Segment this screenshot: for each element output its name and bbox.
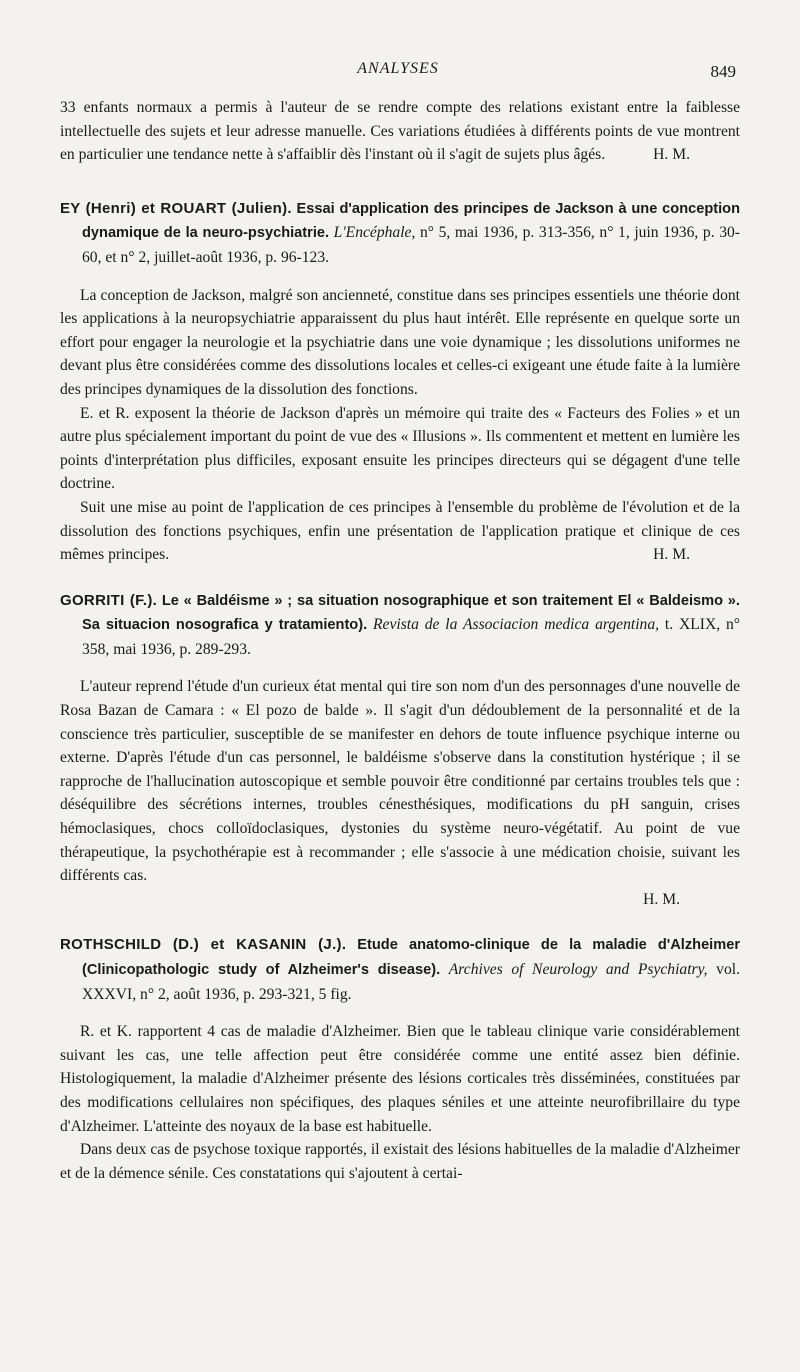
entry-abstract	[60, 284, 740, 567]
entry-abstract	[60, 675, 740, 911]
bibliographic-reference	[60, 933, 740, 1006]
review-entry	[60, 589, 740, 912]
entry-journal: L'Encéphale,	[333, 224, 416, 242]
review-entry	[60, 933, 740, 1185]
entry-source-details: vol. XXXVI, n° 2, août 1936, p. 293-321, 5 fig.	[82, 961, 740, 1003]
entry-source-details: t. XLIX, n° 358, mai 1936, p. 289-293.	[82, 616, 741, 658]
intro-text: 33 enfants normaux a permis à l'auteur de se rendre compte des relations existant entre la faiblesse intellectuelle des sujets et leur adresse manuelle. Ces variations étudiées à différents points de vue montrent en particulier une tendance nette à s'affaiblir dès l'instant où il s'agit de sujets plus âgés.	[60, 99, 740, 164]
bibliographic-reference	[60, 197, 740, 270]
running-title: ANALYSES	[357, 60, 439, 77]
entry-authors: GORRITI (F.).	[60, 591, 158, 609]
entry-title: Essai d'application des principes de Jackson à une conception dynamique de la neuro-psychiatrie.	[82, 200, 740, 242]
bibliographic-reference	[60, 589, 740, 662]
abstract-paragraph: Suit une mise au point de l'application de ces principes à l'ensemble du problème de l'évolution et de la dissolution des fonctions psychiques, enfin une présentation de l'application pratique et clinique de ces mêmes principes. H. M.	[60, 496, 740, 567]
intro-paragraph	[60, 96, 740, 167]
entry-signature: H. M.	[643, 890, 680, 908]
entry-source-details: n° 5, mai 1936, p. 313-356, n° 1, juin 1936, p. 30-60, et n° 2, juillet-août 1936, p. 96-123.	[82, 224, 740, 266]
entry-signature: H. M.	[653, 546, 690, 564]
entry-journal: Archives of Neurology and Psychiatry,	[448, 961, 708, 978]
page-number: 849	[710, 62, 736, 81]
abstract-paragraph: La conception de Jackson, malgré son ancienneté, constitue dans ses principes essentiels une théorie dont les applications à la neuropsychiatrie apparaissent du plus haut intérêt. Elle représente en quelque sorte un effort pour engager la neurologie et la psychiatrie dans une voie dynamique ; les dissolutions uniformes ne devant plus être considérées comme des dissolutions locales et celles-ci exigeant une étude faite à la lumière des principes dynamiques de la dissolution des fonctions.	[60, 286, 740, 398]
entry-title: Etude anatomo-clinique de la maladie d'Alzheimer (Clinicopathologic study of Alzheimer's disease).	[82, 937, 741, 978]
abstract-paragraph: L'auteur reprend l'étude d'un curieux état mental qui tire son nom d'un des personnages d'une nouvelle de Rosa Bazan de Camara : « El pozo de balde ». Il s'agit d'un dédoublement de la personnalité et de la conscience très particulier, susceptible de se manifester en dehors de toute influence psychique interne ou externe. D'après l'étude d'un cas personnel, le baldéisme s'observe dans la constitution hystérique ; il se rapproche de l'hallucination autoscopique et semble pouvoir être conditionné par certains troubles tels que : déséquilibre des sécrétions internes, troubles cénesthésiques, modifications du pH sanguin, crises hémoclasiques, chocs colloïdoclasiques, dystonies du système neuro-végétatif. Au point de vue thérapeutique, la psychothérapie est à recommander ; elle s'associe à une médication choisie, suivant les différents cas.	[60, 678, 740, 885]
intro-signature: H. M.	[653, 146, 690, 164]
entry-abstract	[60, 1020, 740, 1185]
entry-journal: Revista de la Associacion medica argentina,	[373, 616, 660, 634]
entry-authors: EY (Henri) et ROUART (Julien).	[60, 199, 292, 217]
abstract-paragraph: Dans deux cas de psychose toxique rapportés, il existait des lésions habituelles de la maladie d'Alzheimer et de la démence sénile. Ces constatations qui s'ajoutent à certai-	[60, 1141, 740, 1182]
abstract-paragraph: E. et R. exposent la théorie de Jackson d'après un mémoire qui traite des « Facteurs des Folies » et un autre plus spécialement important du point de vue des « Illusions ». Ils commentent et mettent en lumière les points d'interprétation plus difficiles, exposant ensuite les principes directeurs qui se dégagent d'une telle doctrine.	[60, 404, 740, 493]
review-entry	[60, 197, 740, 567]
page-header	[60, 60, 736, 84]
entry-title: Le « Baldéisme » ; sa situation nosographique et son traitement El « Baldeismo ». Sa situacion nosografica y tratamiento).	[82, 592, 740, 634]
entry-authors: ROTHSCHILD (D.) et KASANIN (J.).	[60, 936, 347, 954]
page-body	[60, 96, 740, 1185]
abstract-paragraph: R. et K. rapportent 4 cas de maladie d'Alzheimer. Bien que le tableau clinique varie considérablement suivant les cas, une telle affection peut être considérée comme une entité assez bien définie. Histologiquement, la maladie d'Alzheimer présente des lésions corticales très disséminées, constituées par des modifications cellulaires non spécifiques, des plaques séniles et une atteinte neurofibrillaire du type d'Alzheimer. L'atteinte des noyaux de la base est habituelle.	[60, 1023, 740, 1135]
